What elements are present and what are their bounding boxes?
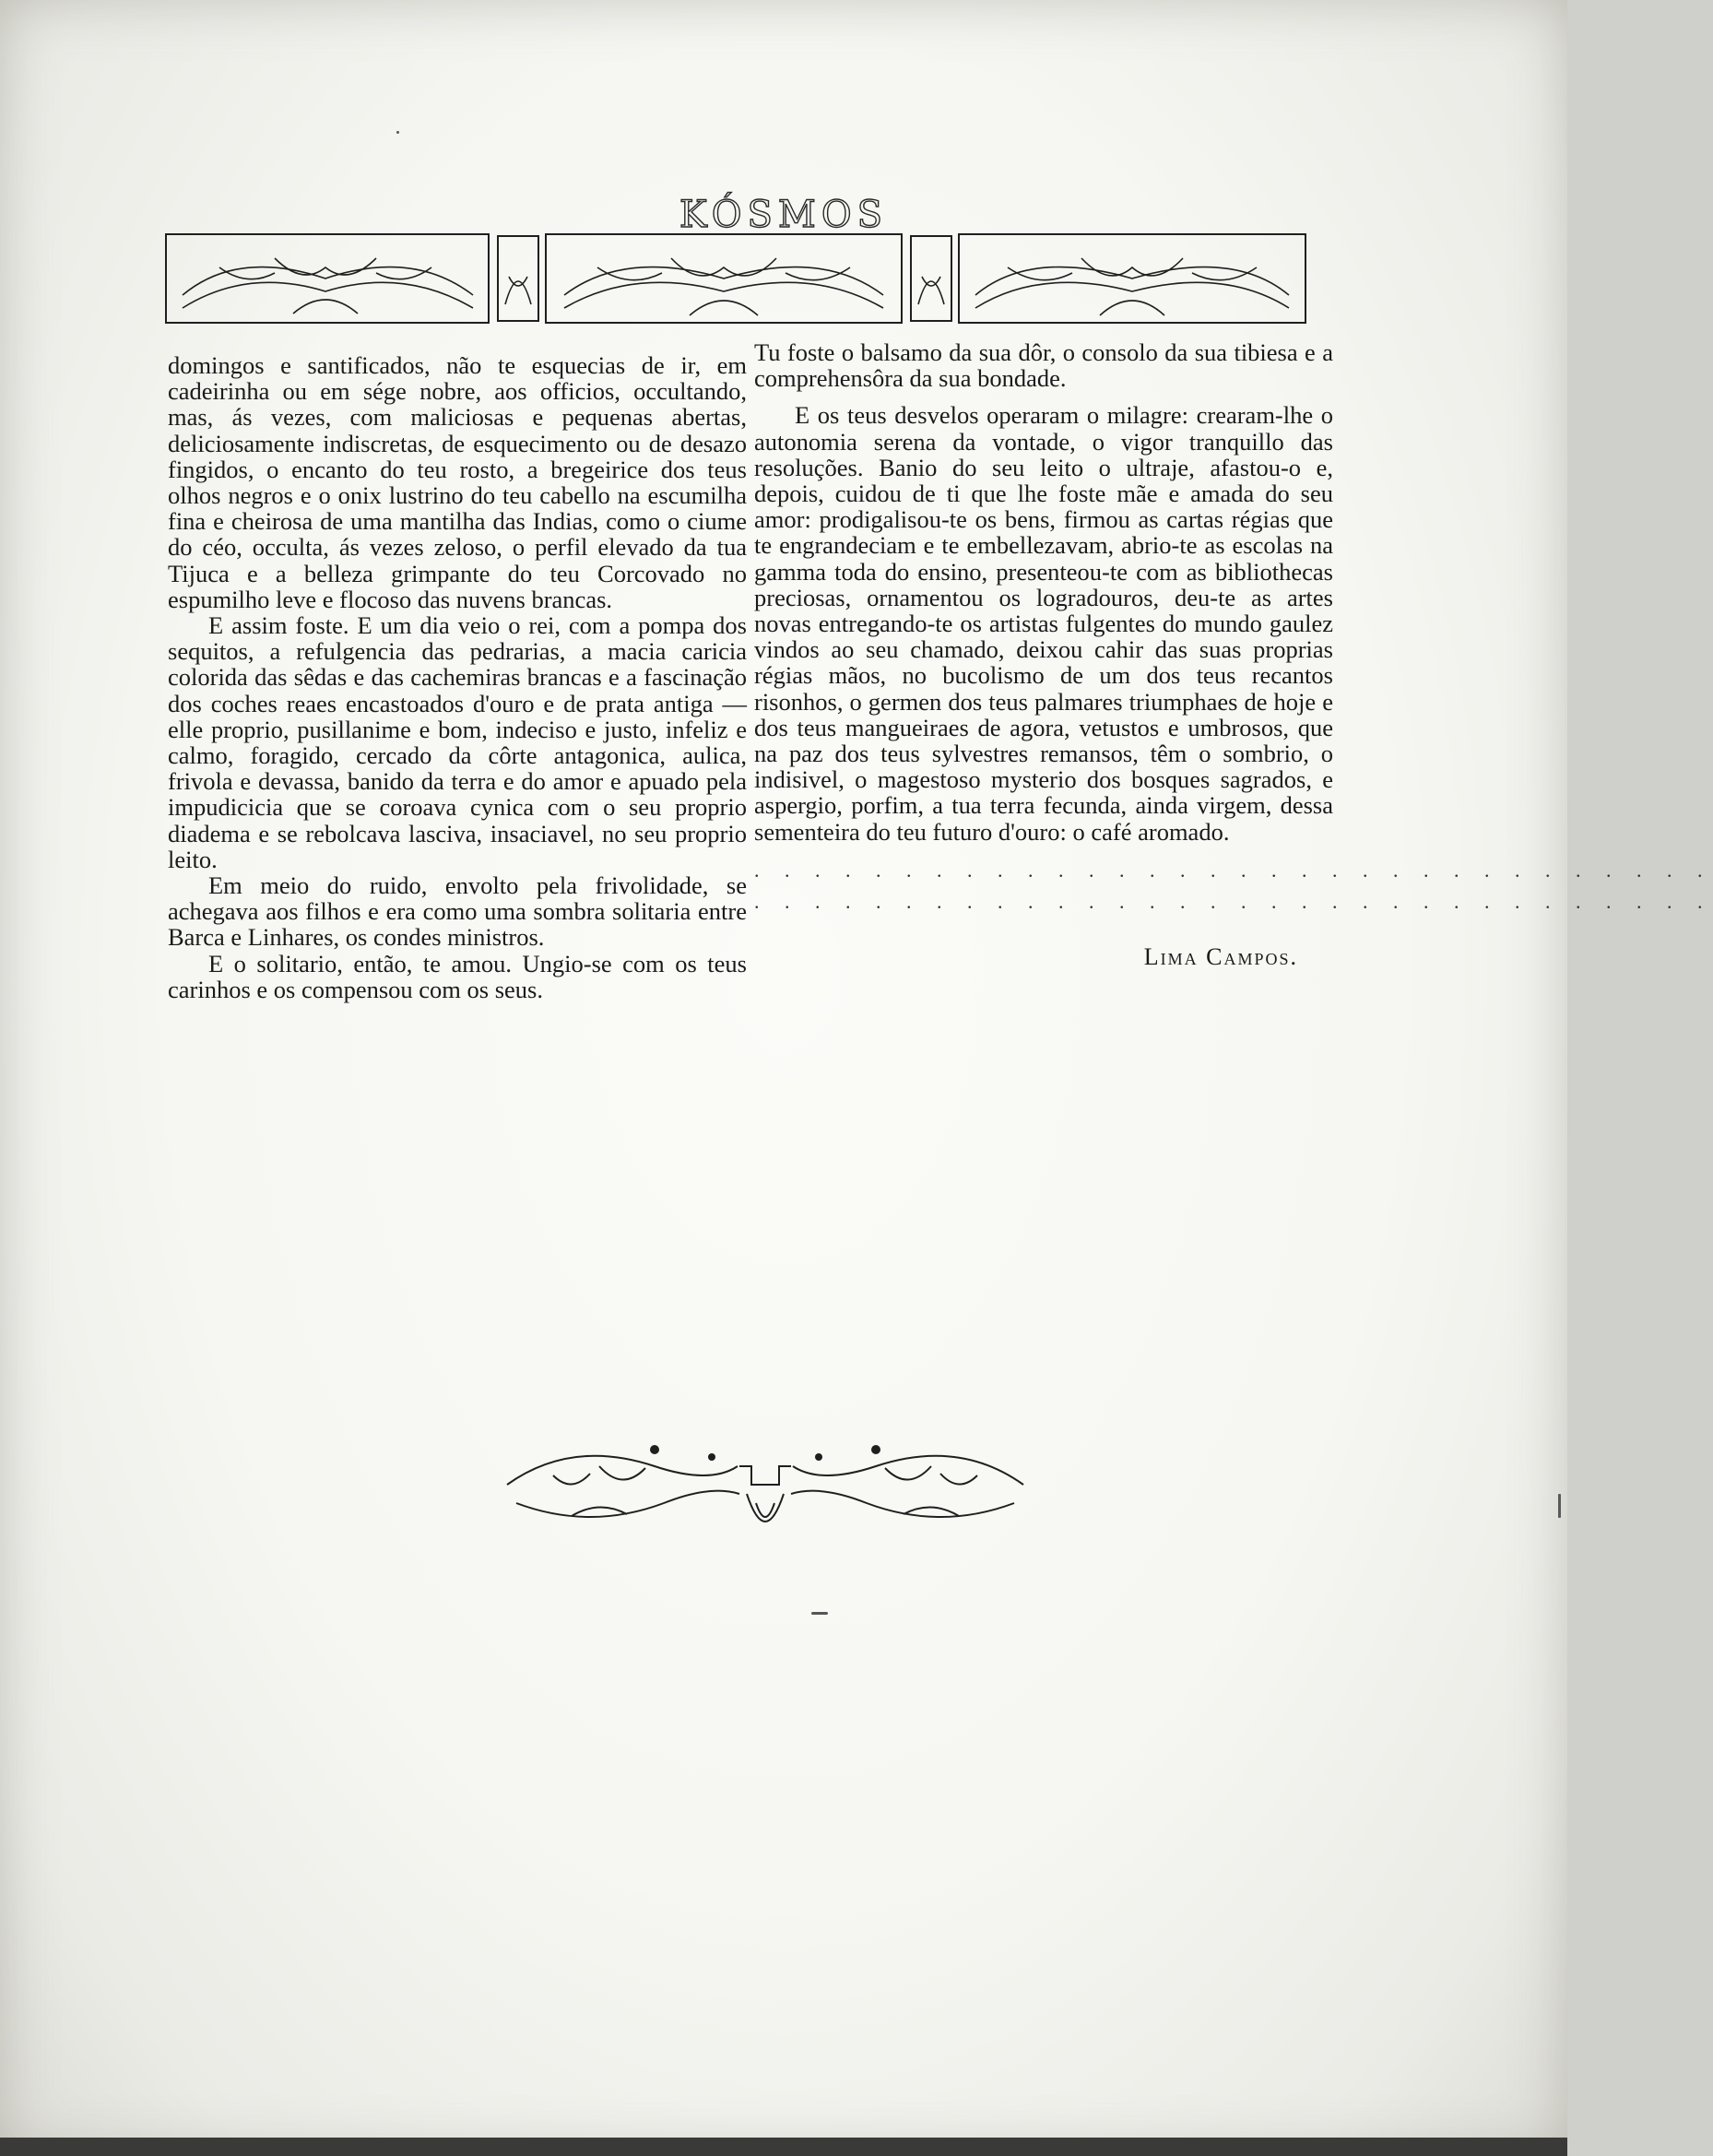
masthead-title: KÓSMOS — [679, 194, 889, 236]
left-column — [168, 352, 747, 1002]
ornamental-tailpiece — [498, 1429, 1033, 1558]
ornamental-frieze — [164, 231, 1307, 326]
scan-speck — [396, 131, 399, 134]
ellipsis-row-2: . . . . . . . . . . . . . . . . . . . . . . . . . . . . . . . . — [754, 889, 1713, 913]
author-signature: Lima Campos. — [1143, 942, 1298, 970]
paragraph-right-2: E os teus desvelos operaram o milagre: crearam-lhe o autonomia serena da vontade, o vigor tranquillo das resoluções. Banio do seu leito o ultraje, afastou-o e, depois, cuidou de ti que lhe foste mãe e amada do seu amor: prodigalisou-te os bens, firmou as cartas régias que te engrandeciam e te embellezavam, abrio-te as escolas na gamma toda do ensino, presenteou-te com as bibliothecas preciosas, ornamentou os logradouros, deu-te as artes novas entregando-te os artistas fulgentes do mundo gaulez vindos ao seu chamado, deixou cahir das suas proprias régias mãos, no bucolismo de um dos teus recantos risonhos, o germen dos teus palmares triumphaes de hoje e dos teus mangueiraes de agora, vetustos e umbrosos, que na paz dos teus sylvestres remansos, têm o sombrio, o indisivel, o magestoso mysterio dos bosques sagrados, e aspergio, porfim, a tua terra fecunda, ainda virgem, dessa sementeira do teu futuro d'ouro: o café aromado. — [754, 401, 1333, 846]
scanner-bottom-band — [0, 2138, 1567, 2156]
paragraph-left-3: Em meio do ruido, envolto pela frivolidade, se achegava aos filhos e era como uma sombra solitaria entre Barca e Linhares, os condes ministros. — [168, 871, 747, 952]
paragraph-left-4: E o solitario, então, te amou. Ungio-se com os teus carinhos e os compensou com os seus. — [168, 949, 747, 1003]
right-column — [754, 338, 1713, 970]
ellipsis-row-1: . . . . . . . . . . . . . . . . . . . . . . . . . . . . . . . . — [754, 858, 1713, 882]
paragraph-left-2: E assim foste. E um dia veio o rei, com a pompa dos sequitos, a refulgencia das pedrarias, a macia caricia colorida das sêdas e das cachemiras brancas e a fascinação dos coches reaes encastoados d'ouro e de prata antiga — elle proprio, pusillanime e bom, indeciso e justo, infeliz e calmo, foragido, cercado da côrte antagonica, aulica, frivola e devassa, banido da terra e do amor e apuado pela impudicicia que se coroava cynica com o seu proprio diadema e se rebolcava lasciva, insaciavel, no seu proprio leito. — [168, 611, 747, 873]
scan-speck — [811, 1612, 828, 1615]
scan-speck — [1558, 1494, 1561, 1518]
paragraph-left-1: domingos e santificados, não te esquecias de ir, em cadeirinha ou em sége nobre, aos officios, occultando, mas, ás vezes, com maliciosas e pequenas abertas, deliciosamente indiscretas, de esquecimento ou de desazo fingidos, o encanto do teu rosto, a bregeirice dos teus olhos negros e o onix lustrino do teu cabello na escumilha fina e cheirosa de uma mantilha das Indias, como o ciume do céo, occulta, ás vezes zeloso, o perfil elevado da tua Tijuca e a belleza grimpante do teu Corcovado no espumilho leve e flocoso das nuvens brancas. — [168, 351, 747, 613]
paragraph-right-1: Tu foste o balsamo da sua dôr, o consolo da sua tibiesa e a comprehensôra da sua bondade. — [754, 338, 1333, 393]
